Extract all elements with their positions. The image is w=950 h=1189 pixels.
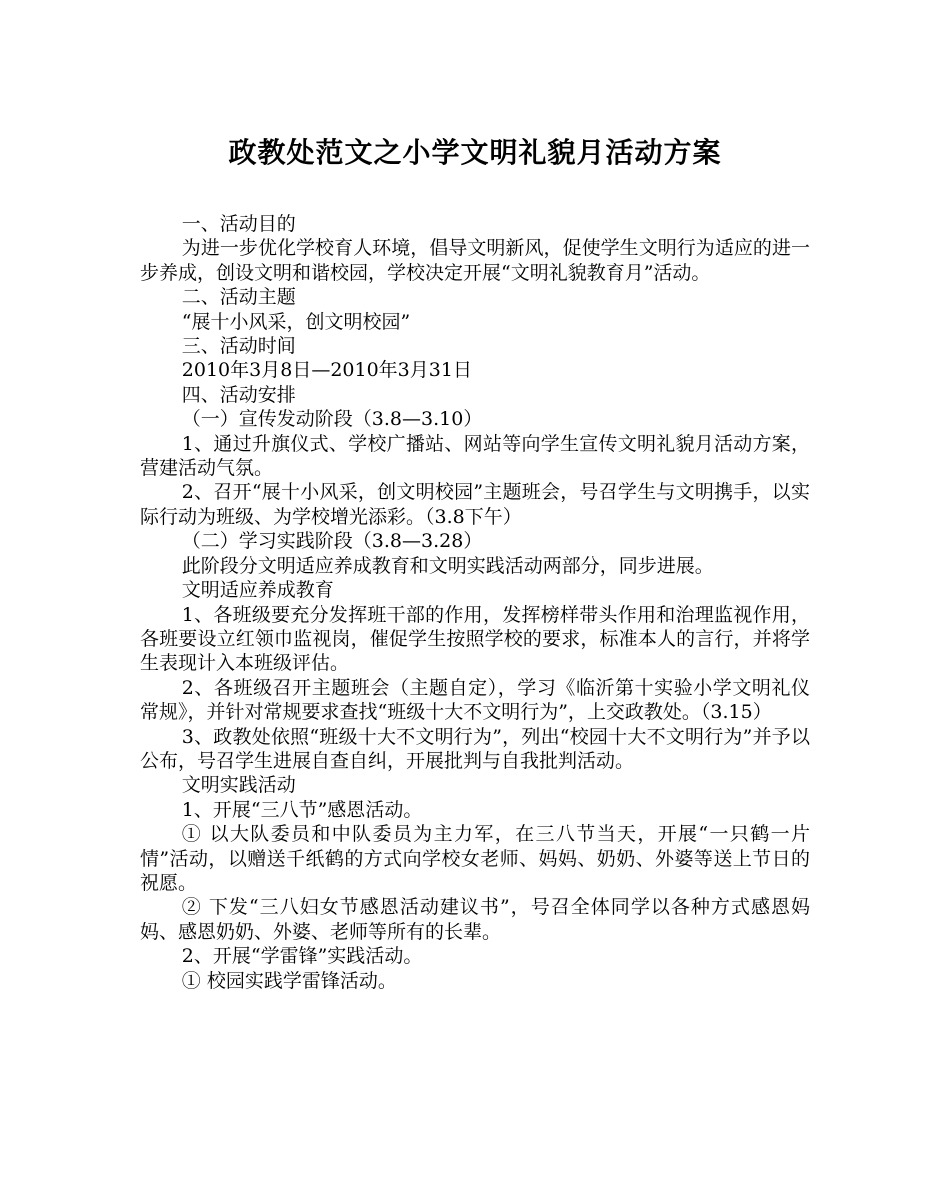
paragraph: 2、开展“学雷锋”实践活动。 xyxy=(181,945,423,968)
paragraph: 1、开展“三八节”感恩活动。 xyxy=(181,798,423,821)
paragraph: “展十小风采，创文明校园” xyxy=(181,310,411,333)
subsection-heading: 文明实践活动 xyxy=(181,774,296,797)
subsection-heading: （二）学习实践阶段（3.8—3.28） xyxy=(181,530,483,553)
subsection-heading: （一）宣传发动阶段（3.8—3.10） xyxy=(181,408,483,431)
document-body xyxy=(140,212,810,993)
paragraph: ① 以大队委员和中队委员为主力军，在三八节当天，开展“一只鹤一片情”活动，以赠送千纸鹤的方式向学校女老师、妈妈、奶奶、外婆等送上节日的祝愿。 xyxy=(140,823,810,894)
section-heading-theme: 二、活动主题 xyxy=(181,286,296,309)
section-heading-purpose: 一、活动目的 xyxy=(181,213,296,235)
subsection-heading: 文明适应养成教育 xyxy=(181,579,334,602)
paragraph: 2、各班级召开主题班会（主题自定），学习《临沂第十实验小学文明礼仪常规》，并针对常规要求查找“班级十大不文明行为”，上交政教处。（3.15） xyxy=(140,676,810,724)
paragraph: 2、召开“展十小风采，创文明校园”主题班会，号召学生与文明携手，以实际行动为班级、为学校增光添彩。（3.8下午） xyxy=(140,481,810,528)
paragraph: 1、各班级要充分发挥班干部的作用，发挥榜样带头作用和治理监视作用，各班要设立红领巾监视岗，催促学生按照学校的要求，标准本人的言行，并将学生表现计入本班级评估。 xyxy=(140,603,810,675)
section-heading-arrangement: 四、活动安排 xyxy=(181,383,296,406)
paragraph: 此阶段分文明适应养成教育和文明实践活动两部分，同步进展。 xyxy=(181,554,714,577)
paragraph: ① 校园实践学雷锋活动。 xyxy=(181,969,397,992)
paragraph: 3、政教处依照“班级十大不文明行为”，列出“校园十大不文明行为”并予以公布，号召学生进展自查自纠，开展批判与自我批判活动。 xyxy=(140,725,810,772)
paragraph: 2010年3月8日—2010年3月31日 xyxy=(181,359,472,382)
paragraph: ② 下发“三八妇女节感恩活动建议书”，号召全体同学以各种方式感恩妈妈、感恩奶奶、外婆、老师等所有的长辈。 xyxy=(140,896,810,943)
paragraph: 为进一步优化学校育人环境，倡导文明新风，促使学生文明行为适应的进一步养成，创设文明和谐校园，学校决定开展“文明礼貌教育月”活动。 xyxy=(140,237,810,284)
paragraph: 1、通过升旗仪式、学校广播站、网站等向学生宣传文明礼貌月活动方案，营建活动气氛。 xyxy=(140,432,810,480)
document-title: 政教处范文之小学文明礼貌月活动方案 xyxy=(228,136,722,169)
section-heading-time: 三、活动时间 xyxy=(181,335,296,358)
